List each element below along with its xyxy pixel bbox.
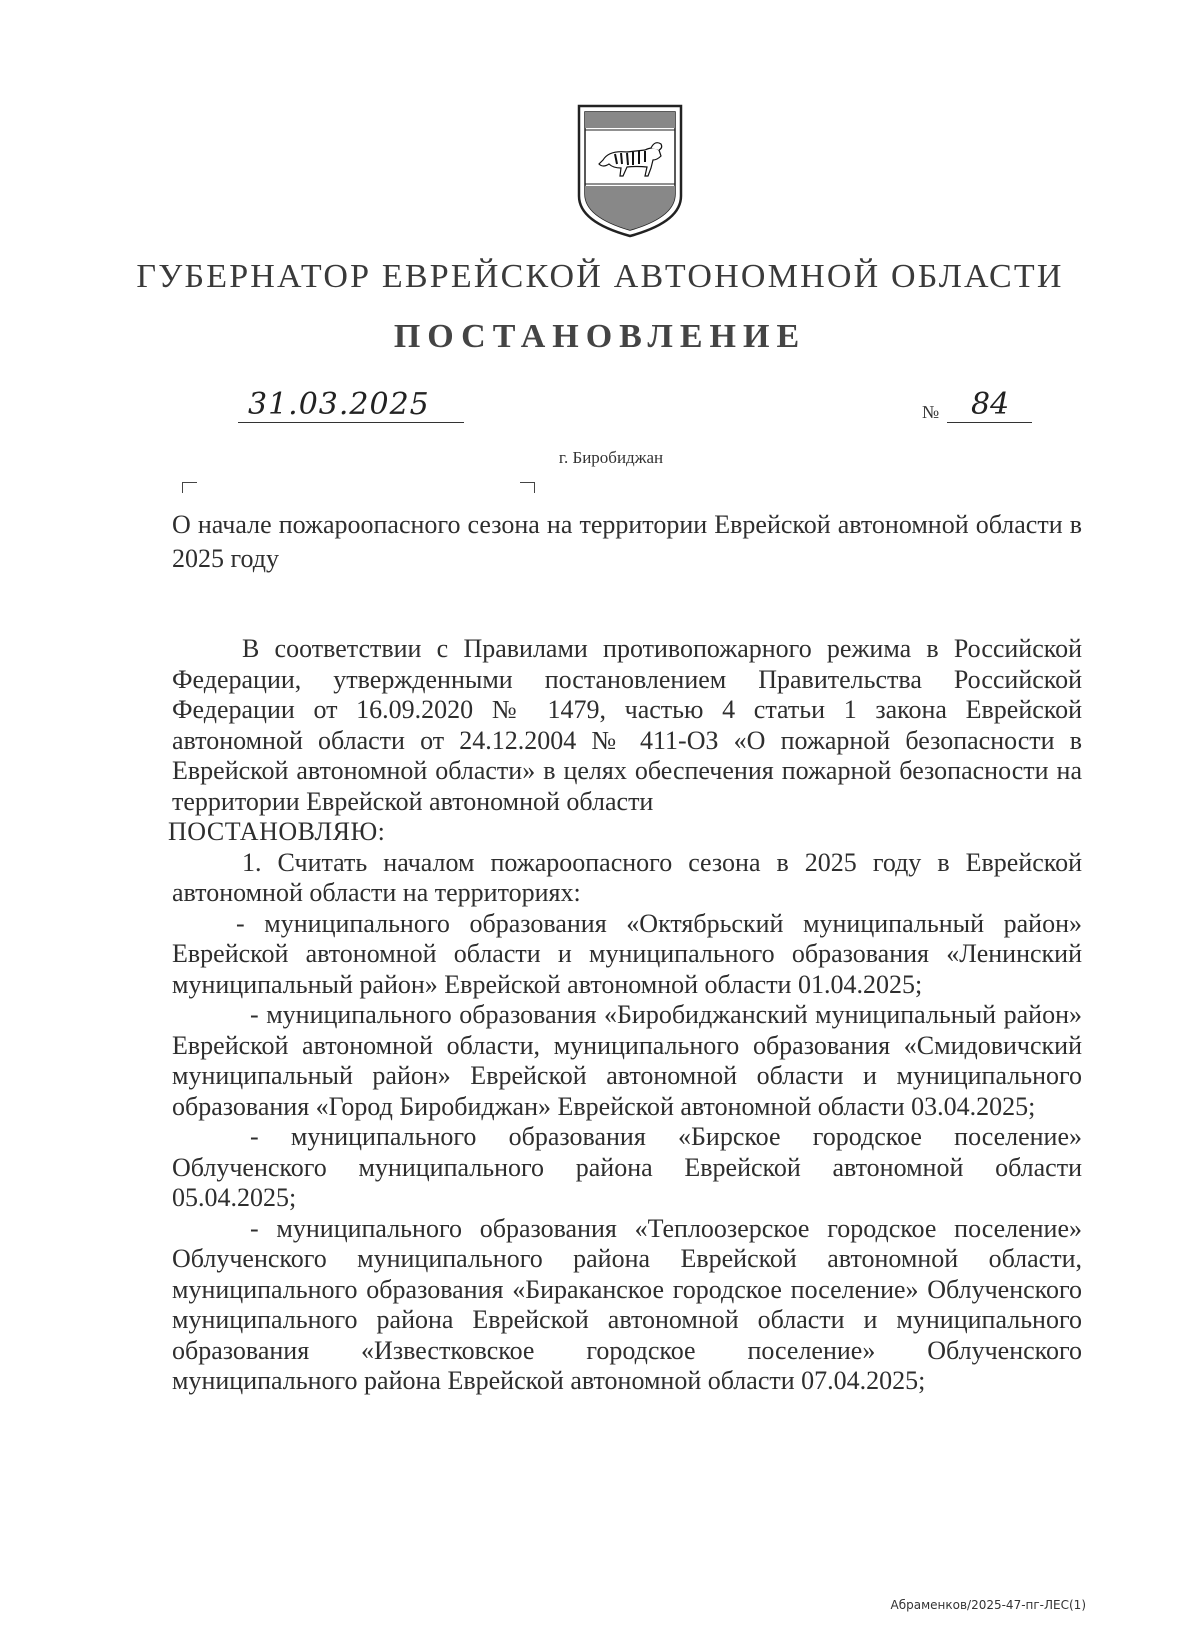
document-subject: О начале пожароопасного сезона на территории Еврейской автономной области в 2025 году — [172, 510, 1082, 573]
coat-of-arms-tiger-icon — [575, 104, 685, 240]
sub-item-4: - муниципального образования «Теплоозерское городское поселение» Облученского муниципального района Еврейской автономной области, муниципального образования «Бираканское городское поселение» Облученского муниципального района Еврейской автономной области и муниципального образования «Известковское городское поселение» Облученского муниципального района Еврейской автономной области 07.04.2025; — [172, 1213, 1082, 1395]
date-field — [238, 384, 464, 423]
document-type-title: ПОСТАНОВЛЕНИЕ — [393, 318, 807, 355]
sub-item-2: - муниципального образования «Биробиджанский муниципальный район» Еврейской автономной области, муниципального образования «Смидовичский муниципальный район» Еврейской автономной области и муниципального образования «Город Биробиджан» Еврейской автономной области 03.04.2025; — [172, 1000, 1082, 1121]
resolve-heading: ПОСТАНОВЛЯЮ: — [168, 817, 386, 846]
city-of-issue: г. Биробиджан — [558, 448, 664, 467]
handwritten-date: 31.03.2025 — [248, 387, 430, 422]
document-registration-code: Абраменков/2025-47-пг-ЛЕС(1) — [890, 1598, 1086, 1612]
number-field — [947, 384, 1032, 423]
preamble-paragraph: В соответствии с Правилами противопожарного режима в Российской Федерации, утвержденными постановлением Правительства Российской Федерации от 16.09.2020 № 1479, частью 4 статьи 1 закона Еврейской автономной области от 24.12.2004 № 411-ОЗ «О пожарной безопасности в Еврейской автономной области» в целях обеспечения пожарной безопасности на территории Еврейской автономной области — [172, 634, 1082, 816]
issuing-authority: ГУБЕРНАТОР ЕВРЕЙСКОЙ АВТОНОМНОЙ ОБЛАСТИ — [136, 258, 1064, 295]
sub-item-1: - муниципального образования «Октябрьский муниципальный район» Еврейской автономной области и муниципального образования «Ленинский муниципальный район» Еврейской автономной области 01.04.2025; — [172, 908, 1082, 999]
number-label: № — [922, 402, 940, 422]
subject-bracket-right — [520, 482, 535, 493]
handwritten-number: 84 — [971, 387, 1010, 422]
item-1-paragraph: 1. Считать началом пожароопасного сезона в 2025 году в Еврейской автономной области на территориях: — [172, 847, 1082, 907]
subject-bracket-left — [182, 482, 197, 493]
document-body — [168, 634, 1082, 1397]
sub-item-3: - муниципального образования «Бирское городское поселение» Облученского муниципального района Еврейской автономной области 05.04.2025; — [172, 1122, 1082, 1212]
